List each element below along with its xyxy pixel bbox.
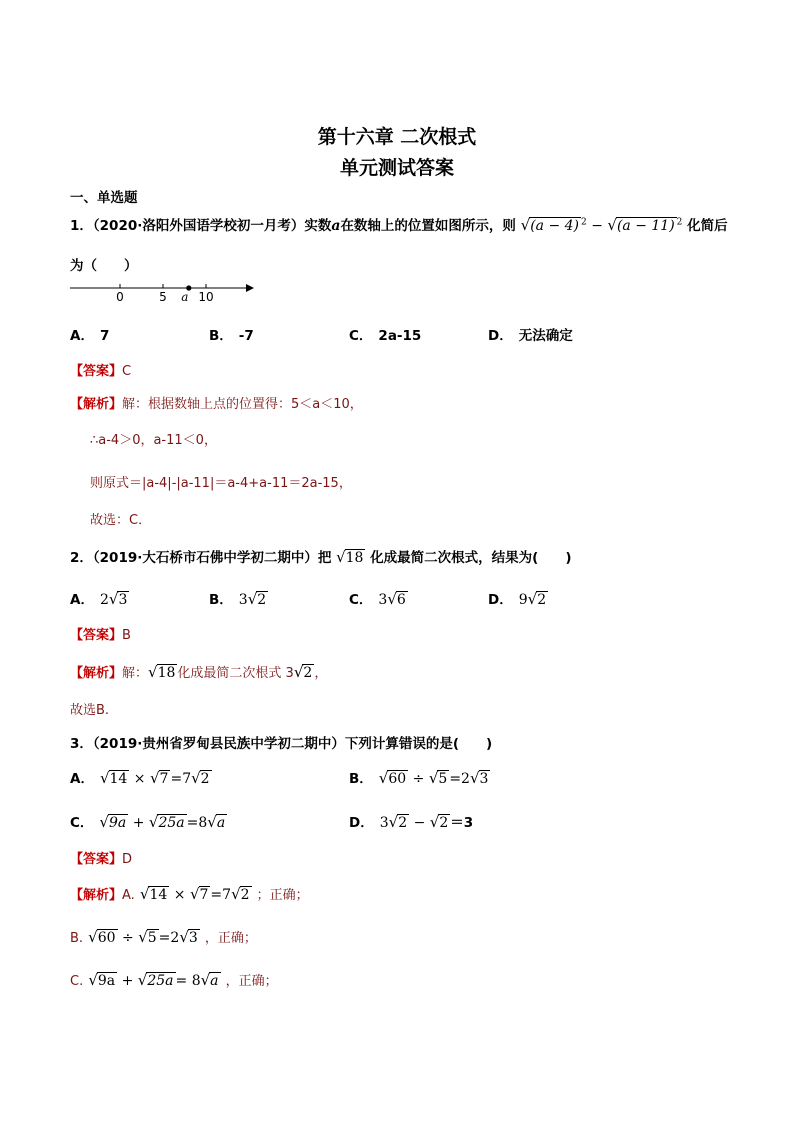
q1-option-b[interactable]: B． -7 [209,328,254,344]
q2-conclusion: 故选B. [70,703,110,718]
q3-option-c[interactable]: C． √9a + √25a =8√a [70,813,226,831]
q1-option-d[interactable]: D． 无法确定 [488,328,573,344]
number-line-tick-label: 5 [159,290,167,304]
number-line [68,278,258,304]
question-source: （2019·大石桥市石佛中学初二期中） [92,550,318,566]
q3-analysis-line-c: C. √9a + √25a = 8√a ，正确； [70,971,278,989]
q3-option-b[interactable]: B． √60 ÷ √5 =2√3 [349,769,489,787]
question-number: 1． [70,218,93,234]
question-2: 2．（2019·大石桥市石佛中学初二期中）把 √18 化成最简二次根式，结果为( ) [70,548,572,566]
q1-answer: 【答案】C [70,364,132,379]
q1-analysis: 【解析】解：根据数轴上点的位置得：5＜a＜10， [70,397,363,412]
page-subtitle: 单元测试答案 [339,157,454,179]
question-1-line-2: 为（ ） [70,258,138,274]
page-title: 第十六章 二次根式 [317,126,477,148]
q3-option-d[interactable]: D． 3√2 − √2 ＝3 [349,813,474,831]
number-line-tick-label: 10 [198,290,214,304]
question-number: 3． [70,736,93,752]
q3-analysis: 【解析】A. √14 × √7 =7√2 ；正确； [70,885,309,903]
q2-option-b[interactable]: B． 3√2 [209,590,267,608]
q2-analysis: 【解析】解：√18 化成最简二次根式 3√2 ， [70,663,328,681]
question-1-line-1: 1．（2020·洛阳外国语学校初一月考）实数a在数轴上的位置如图所示，则 √(a − 4) $^2$ − √(a − 11) $^2$ 化简后 [70,216,728,234]
q3-option-a[interactable]: A． √14 × √7 =7√2 [70,769,210,787]
q2-option-a[interactable]: A． 2√3 [70,590,128,608]
question-source: （2020·洛阳外国语学校初一月考） [92,218,305,234]
number-line-ticks [116,284,213,304]
q2-answer: 【答案】B [70,628,131,643]
question-source: （2019·贵州省罗甸县民族中学初二期中） [92,736,345,752]
number-line-tick-label: 0 [116,290,124,304]
q1-analysis-line-2: ∴a-4＞0，a-11＜0， [90,433,217,448]
number-line-point-label: a [181,290,189,304]
q2-option-c[interactable]: C． 3√6 [349,590,406,608]
question-number: 2． [70,550,93,566]
q1-analysis-line-4: 故选：C． [90,513,152,528]
q2-option-d[interactable]: D． 9√2 [488,590,547,608]
question-3: 3．（2019·贵州省罗甸县民族中学初二期中）下列计算错误的是( ) [70,736,493,752]
q1-option-a[interactable]: A． 7 [70,328,110,344]
q1-option-c[interactable]: C． 2a-15 [349,328,422,344]
q3-answer: 【答案】D [70,852,133,867]
section-heading: 一、单选题 [70,190,138,206]
radical-expression: √(a − 4) $^2$ − √(a − 11) $^2$ [520,216,683,234]
q1-analysis-line-3: 则原式＝|a-4|-|a-11|＝a-4+a-11＝2a-15， [90,476,352,491]
q3-analysis-line-b: B. √60 ÷ √5 =2√3 ，正确； [70,928,257,946]
number-line-arrow [246,284,254,292]
